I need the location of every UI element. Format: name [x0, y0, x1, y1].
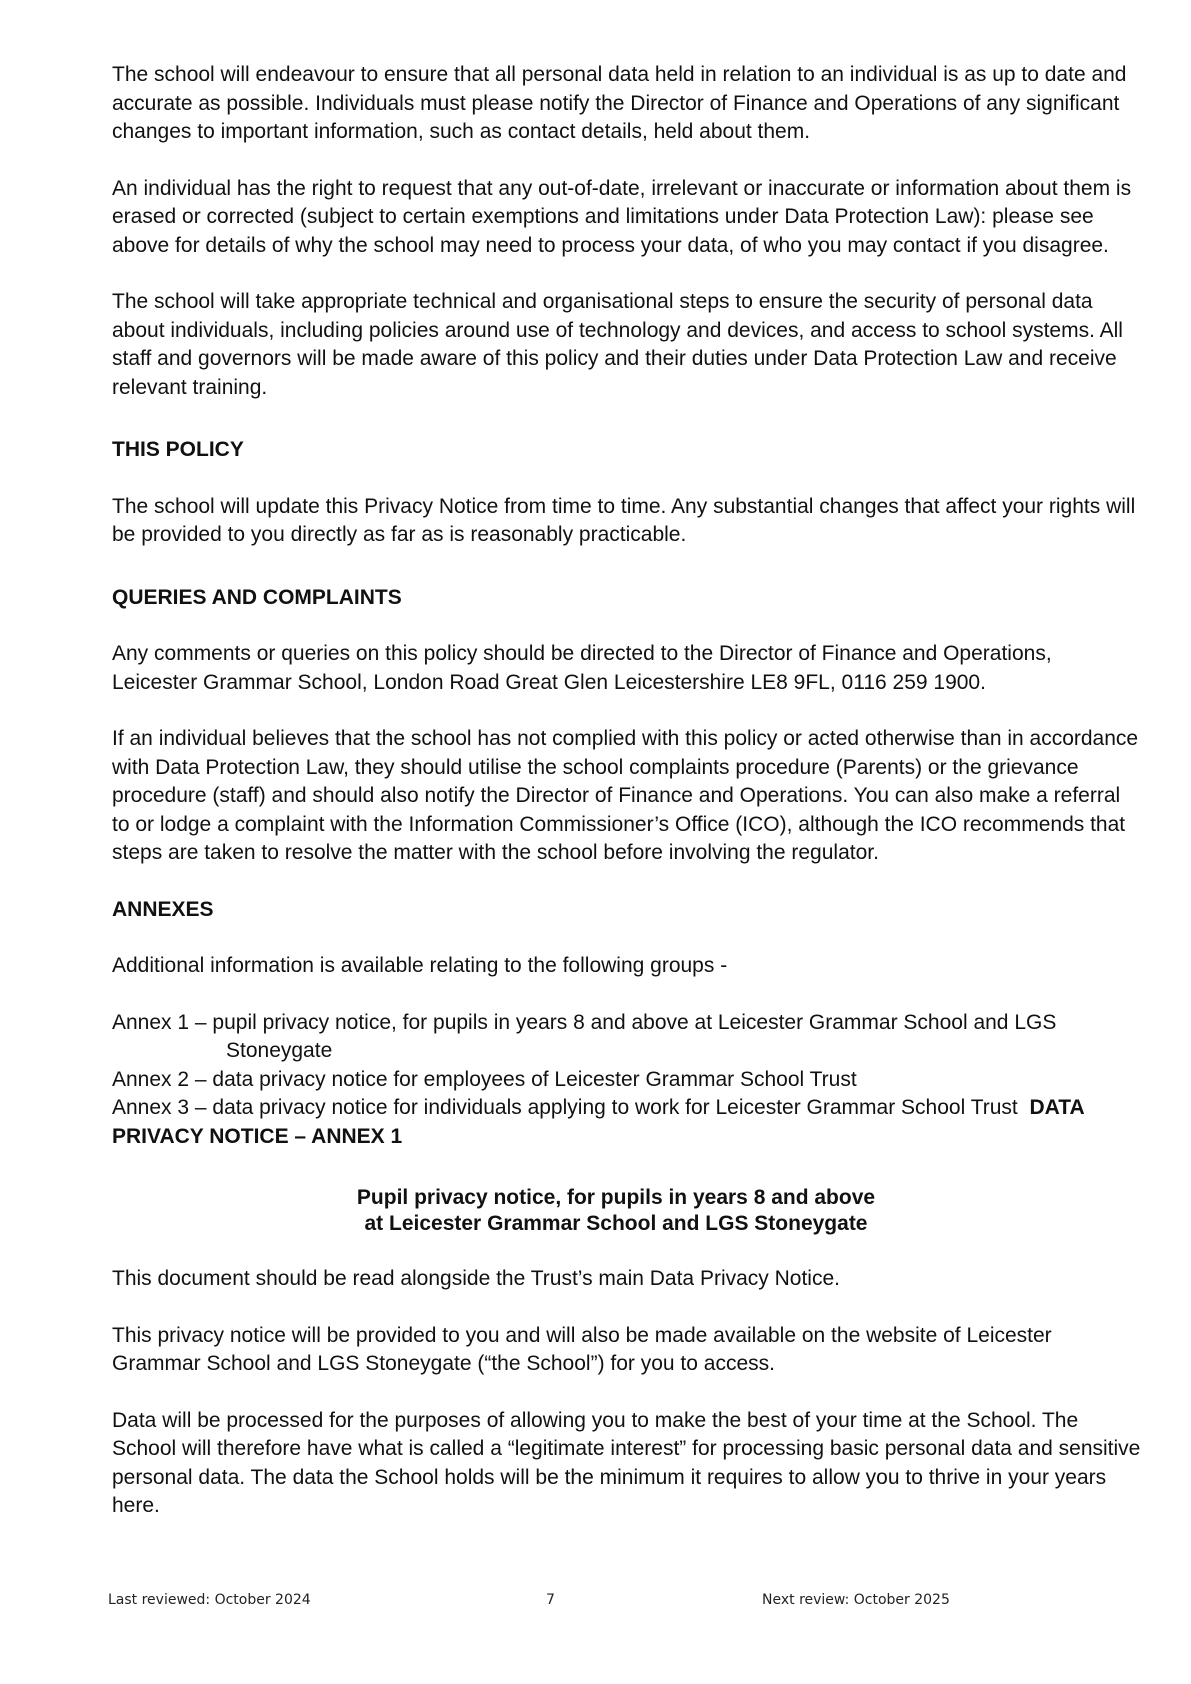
footer-next-review: Next review: October 2025	[762, 1592, 950, 1608]
pupil-notice-title-line-2: at Leicester Grammar School and LGS Stoneygate	[364, 1212, 868, 1235]
annex-1-section-heading: DATA PRIVACY NOTICE – ANNEX 1	[112, 1096, 1084, 1148]
paragraph-read-alongside: This document should be read alongside the Trust’s main Data Privacy Notice.	[112, 1267, 840, 1290]
heading-queries-complaints: QUERIES AND COMPLAINTS	[112, 585, 402, 609]
paragraph-queries-contact: Any comments or queries on this policy should be directed to the Director of Finance and Operations, Leicester Grammar School, London Road Great Glen Leicestershire LE8 9FL, 0116 259 1900.	[112, 642, 1052, 694]
paragraph-legitimate-interest: Data will be processed for the purposes of allowing you to make the best of your time at the School. The School will therefore have what is called a “legitimate interest” for processing basic personal data and sensitive personal data. The data the School holds will be the minimum it requires to allow you to thrive in your years here.	[112, 1408, 1141, 1517]
annex-list	[112, 1009, 1142, 1152]
paragraph-data-accuracy: The school will endeavour to ensure that all personal data held in relation to an individual is as up to date and accurate as possible. Individuals must please notify the Director of Finance and Operations of any significant changes to important information, such as contact details, held about them.	[112, 63, 1127, 143]
footer-last-reviewed: Last reviewed: October 2024	[108, 1592, 311, 1608]
footer-page-number: 7	[546, 1592, 555, 1608]
paragraph-website-availability: This privacy notice will be provided to you and will also be made available on the website of Leicester Grammar School and LGS Stoneygate (“the School”) for you to access.	[112, 1323, 1052, 1375]
paragraph-security: The school will take appropriate technical and organisational steps to ensure the security of personal data about individuals, including policies around use of technology and devices, and access to school systems. All staff and governors will be made aware of this policy and their duties under Data Protection Law and receive relevant training.	[112, 290, 1123, 399]
heading-this-policy: THIS POLICY	[112, 438, 244, 461]
document-page	[112, 61, 1142, 1521]
paragraph-right-to-correct: An individual has the right to request that any out-of-date, irrelevant or inaccurate or information about them is erased or corrected (subject to certain exemptions and limitations under Data Protection Law): please see above for details of why the school may need to process your data, of who you may contact if you disagree.	[112, 176, 1132, 257]
annex-3-text: Annex 3 – data privacy notice for individuals applying to work for Leicester Grammar School Trust	[112, 1096, 1018, 1119]
paragraph-annexes-intro: Additional information is available relating to the following groups -	[112, 954, 728, 977]
annex-2-line: Annex 2 – data privacy notice for employees of Leicester Grammar School Trust	[112, 1067, 857, 1091]
annex-1-continuation: Stoneygate	[226, 1039, 333, 1062]
pupil-notice-title	[112, 1185, 1142, 1237]
heading-annexes: ANNEXES	[112, 897, 214, 921]
annex-3-line	[112, 1094, 1142, 1151]
paragraph-complaints: If an individual believes that the school has not complied with this policy or acted otherwise than in accordance with Data Protection Law, they should utilise the school complaints procedure (Parents) or the grievance procedure (staff) and should also notify the Director of Finance and Operations. You can also make a referral to or lodge a complaint with the Information Commissioner’s Office (ICO), although the ICO recommends that steps are taken to resolve the matter with the school before involving the regulator.	[112, 727, 1139, 864]
annex-1-line: Annex 1 – pupil privacy notice, for pupils in years 8 and above at Leicester Grammar School and LGS	[112, 1010, 1057, 1034]
pupil-notice-title-line-1: Pupil privacy notice, for pupils in years 8 and above	[356, 1186, 876, 1209]
paragraph-policy-updates: The school will update this Privacy Notice from time to time. Any substantial changes that affect your rights will be provided to you directly as far as is reasonably practicable.	[112, 494, 1136, 546]
